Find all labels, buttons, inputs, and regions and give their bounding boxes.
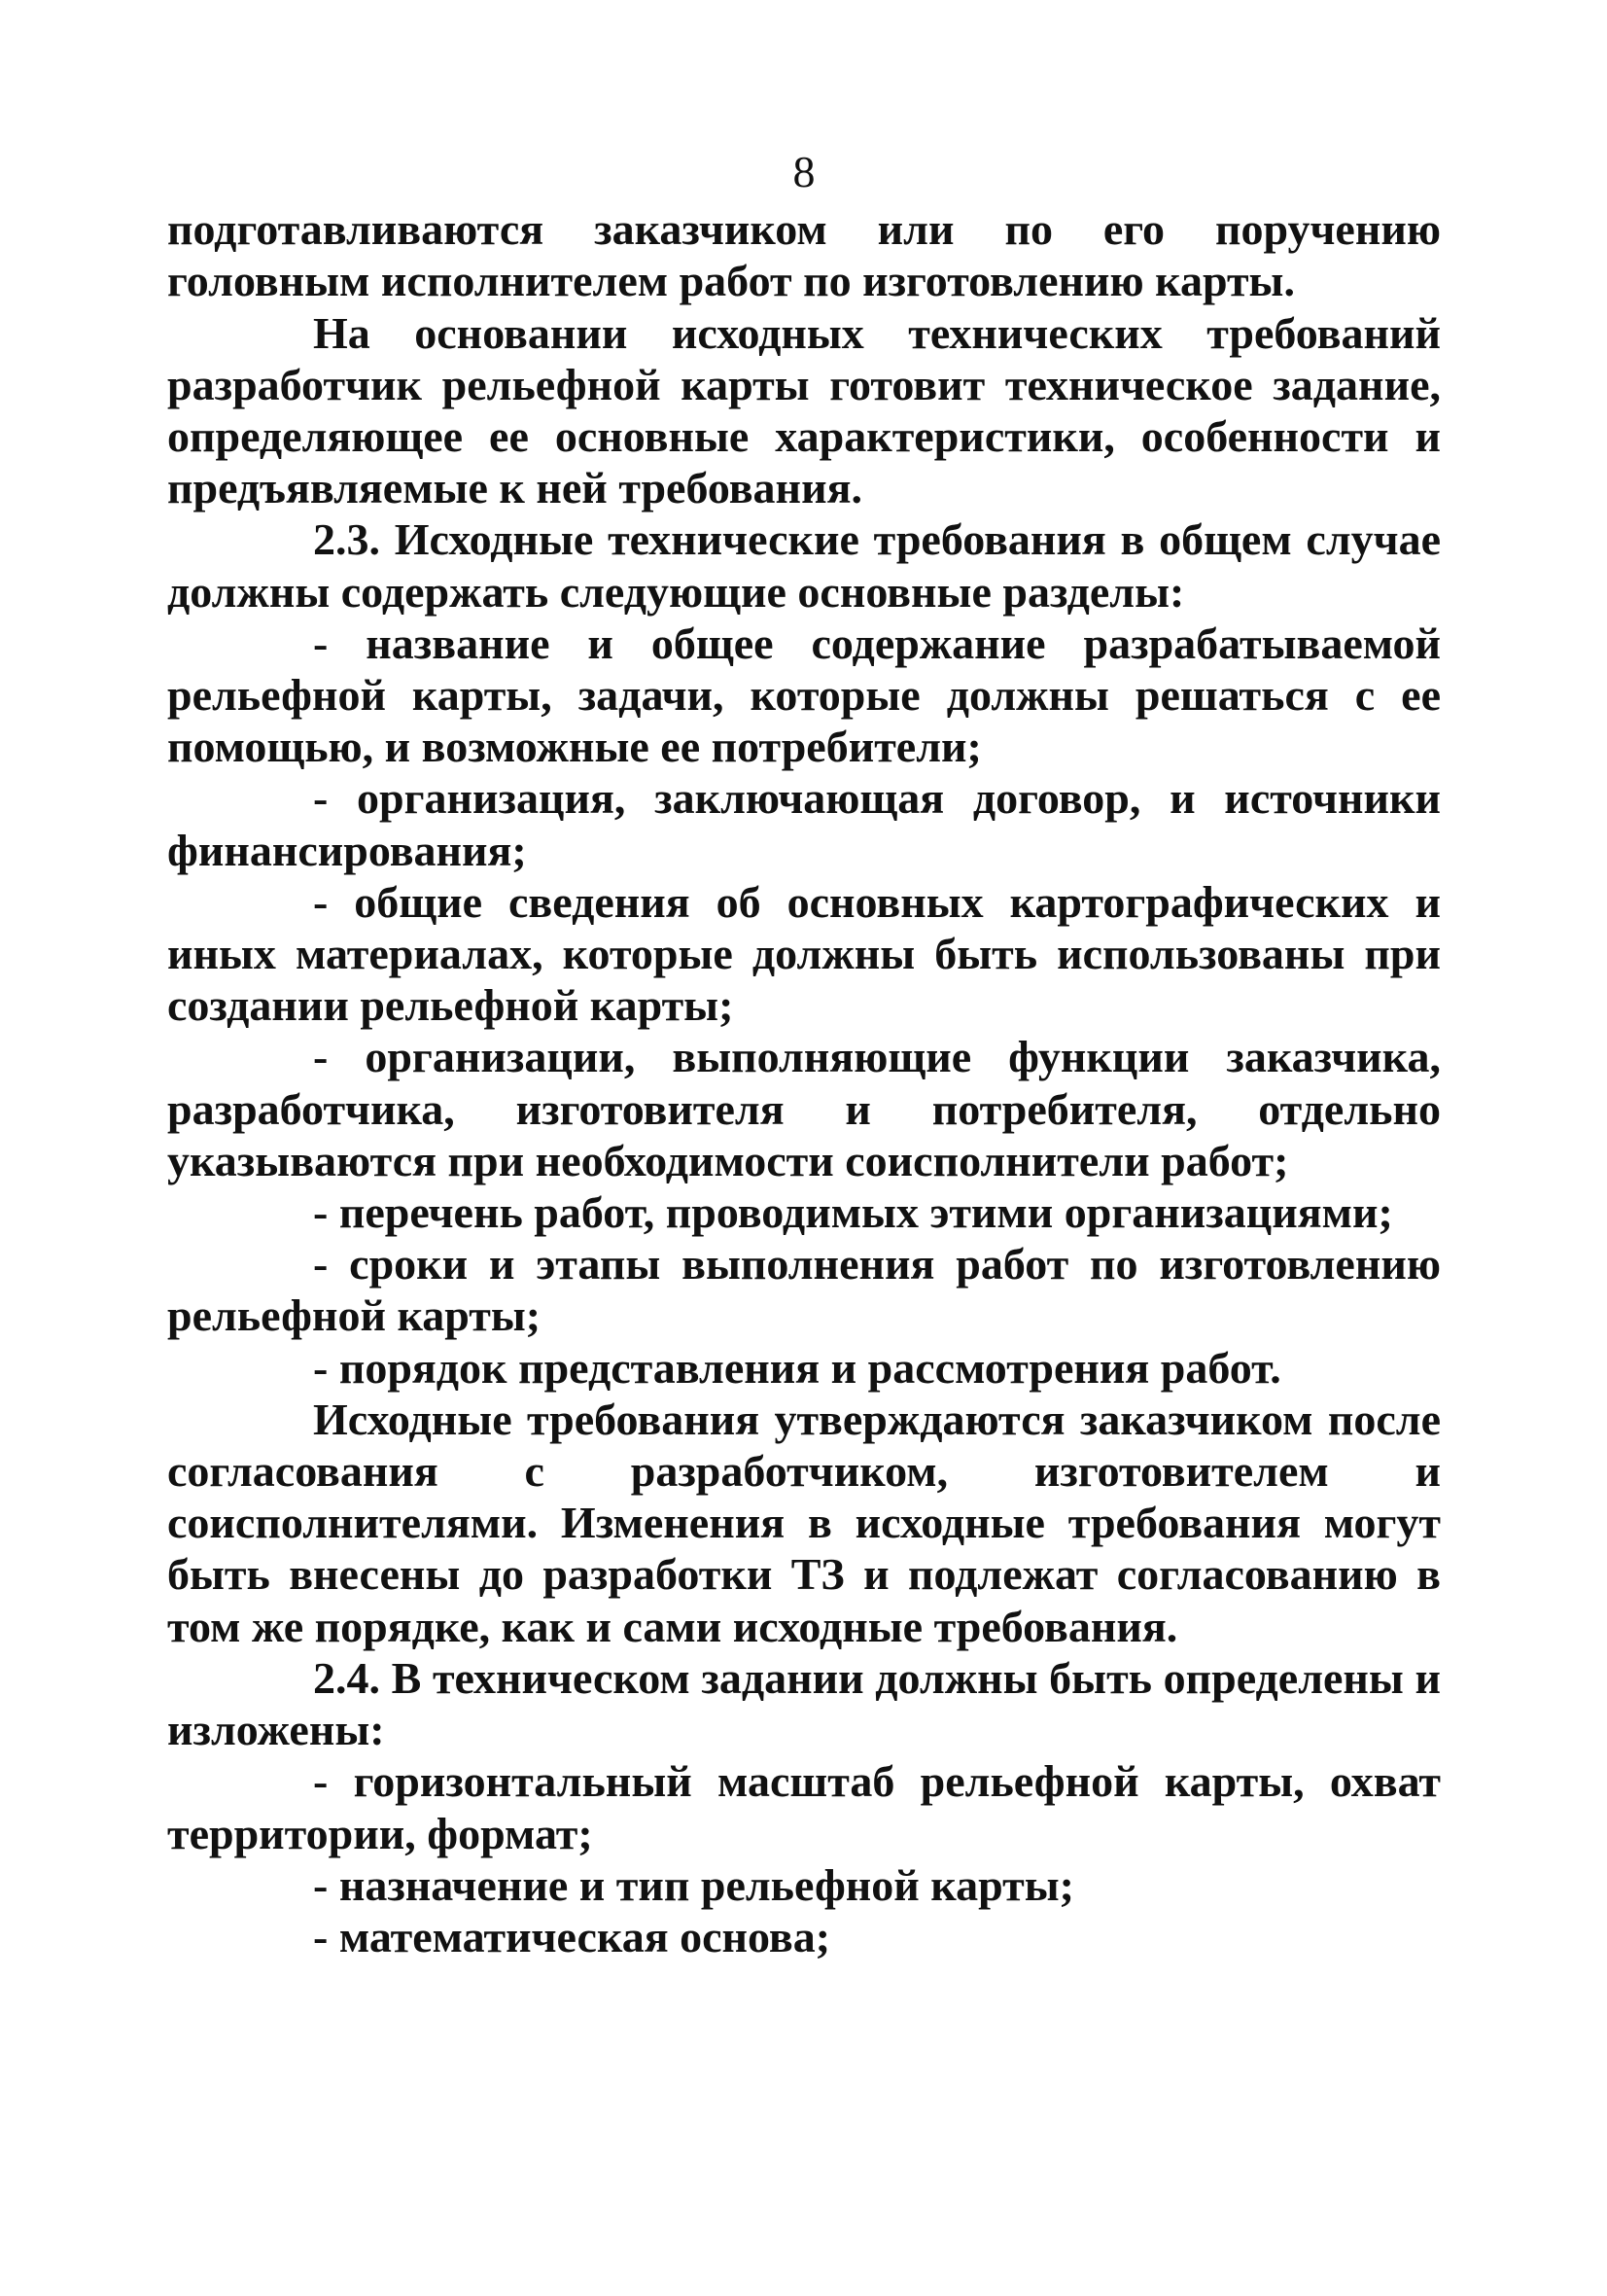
paragraph-technical-task: На основании исходных технических требований разработчик рельефной карты готовит техническое задание, определяющее ее основные характеристики, особенности и предъявляемые к ней требования. [167, 307, 1441, 513]
document-page [167, 146, 1441, 1962]
list-item: - назначение и тип рельефной карты; [313, 1859, 1074, 1910]
page-number: 8 [792, 147, 816, 196]
paragraph-section-2-3: 2.3. Исходные технические требования в общем случае должны содержать следующие основные разделы: [167, 514, 1441, 617]
paragraph-approval: Исходные требования утверждаются заказчиком после согласования с разработчиком, изготовителем и соисполнителями. Изменения в исходные требования могут быть внесены до разработки ТЗ и подлежат согласованию в том же порядке, как и сами исходные требования. [167, 1394, 1441, 1651]
list-item: - сроки и этапы выполнения работ по изготовлению рельефной карты; [167, 1239, 1441, 1341]
list-item: - организации, выполняющие функции заказчика, разработчика, изготовителя и потребителя, отдельно указываются при необходимости соисполнители работ; [167, 1032, 1441, 1185]
paragraph-section-2-4: 2.4. В техническом задании должны быть определены и изложены: [167, 1652, 1441, 1755]
list-item: - организация, заключающая договор, и источники финансирования; [167, 773, 1441, 875]
list-item: - перечень работ, проводимых этими организациями; [313, 1187, 1393, 1238]
list-item: - горизонтальный масштаб рельефной карты, охват территории, формат; [167, 1756, 1441, 1858]
list-item: - общие сведения об основных картографических и иных материалах, которые должны быть использованы при создании рельефной карты; [167, 876, 1441, 1031]
list-item: - название и общее содержание разрабатываемой рельефной карты, задачи, которые должны решаться с ее помощью, и возможные ее потребители; [167, 618, 1441, 772]
paragraph-continuation: подготавливаются заказчиком или по его поручению головным исполнителем работ по изготовлению карты. [167, 204, 1441, 306]
list-item: - порядок представления и рассмотрения работ. [313, 1342, 1281, 1393]
list-item: - математическая основа; [313, 1911, 831, 1961]
